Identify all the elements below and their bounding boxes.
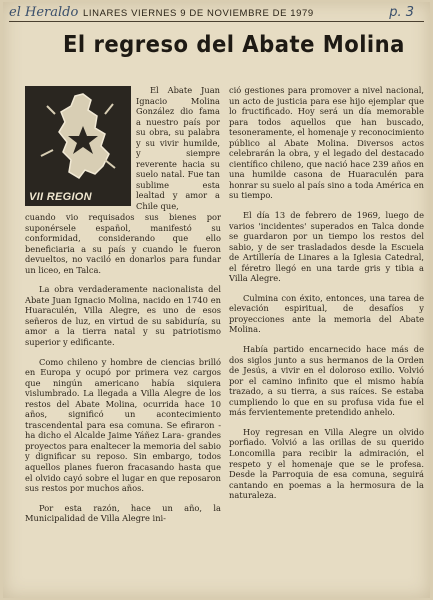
- article-paragraph: Culmina con éxito, entonces, una tarea de elevación espiritual, de desafíos y proyecciones ante la memoria del Abate Molina.: [229, 292, 424, 335]
- article-paragraph: Como chileno y hombre de ciencias brilló en Europa y ocupó por primera vez cargos que ningún americano había siquiera vislumbrado. La llegada a Villa Alegre de los restos del Abate Molina, ocurrida hace 10 años, significó un acontecimiento trascendental para esa comuna. Se efiraron -ha dicho el Alcalde Jaime Yáñez Lara- grandes proyectos para enaltecer la memoria del sabio y dignificar su reposo. Sin embargo, todos aquellos planes fueron fracasando hasta que el olvido cayó sobre el lugar en que reposaron sus restos por muchos años.: [25, 356, 221, 494]
- masthead-rule: [9, 21, 424, 22]
- headline: El regreso del Abate Molina: [63, 32, 405, 58]
- article-paragraph: La obra verdaderamente nacionalista del Abate Juan Ignacio Molina, nacido en 1740 en Huaraculén, Villa Alegre, es uno de esos señeros de luz, en virtud de su sabiduría, su amor a la tierra natal y su patriotismo superior y edificante.: [25, 284, 221, 348]
- dateline: LINARES VIERNES 9 DE NOVIEMBRE DE 1979: [83, 8, 314, 19]
- newspaper-clipping: [3, 2, 430, 598]
- article-column-narrow: [136, 85, 220, 212]
- article-paragraph: El día 13 de febrero de 1969, luego de varios 'incidentes' superados en Talca donde se guardaron por un tiempo los restos del sabio, y de ser trasladados desde la Escuela de Artillería de Linares a la Iglesia Catedral, el féretro llegó en una tarde gris y tibia a Villa Alegre.: [229, 210, 424, 284]
- article-paragraph: Por esta razón, hace un año, la Municipalidad de Villa Alegre ini-: [25, 502, 221, 524]
- article-paragraph: Había partido encarnecido hace más de dos siglos junto a sus hermanos de la Orden de Jesús, a vivir en el doloroso exilio. Volvió por el camino infinito que el mismo había trazado, a su tierra, a sus raíces. Se estaba cumpliendo lo que en su profusa vida fue el más fervientemente pretendido anhelo.: [229, 344, 424, 418]
- article-paragraph: Hoy regresan en Villa Alegre un olvido porfiado. Volvió a las orillas de su querido Loncomilla para recibir la admiración, el respeto y el homenaje que se le profesa. Desde la Parroquia de esa comuna, seguirá cantando en poemas a la hermosura de la naturaleza.: [229, 426, 424, 501]
- newspaper-name: el Heraldo: [9, 5, 79, 20]
- region-emblem: [25, 86, 131, 206]
- article-paragraph: ció gestiones para promover a nivel nacional, un acto de justicia para ese hijo ejemplar que lo fructificado. Hoy será un día memorable para todos aquellos que han buscado, tesoneramente, el homenaje y reconocimiento público al Abate Molina. Diversos actos celebrarán la obra, y el legado del destacado científico chileno, que nació hace 239 años en una humilde casona de Huaraculén para honrar su suelo al país sino a toda América en su tiempo.: [229, 85, 424, 201]
- star-map-emblem-icon: [25, 86, 131, 190]
- article-paragraph: cuando vio requisados sus bienes por suponérsele español, manifestó su conformidad, considerando que ello beneficiaria a su país y cuando le fueron devueltos, no vaciló en donarlos para fundar un liceo, en Talca.: [25, 212, 221, 275]
- article-column-right: [229, 85, 424, 501]
- emblem-caption: VII REGION: [29, 191, 92, 203]
- page-number: p. 3: [389, 5, 414, 20]
- article-paragraph: El Abate Juan Ignacio Molina González dio fama a nuestro país por su obra, su palabra y su vivir humilde, y siempre reverente hacia su suelo natal. Fue tan sublime esta lealtad y amor a Chile que,: [136, 85, 220, 212]
- article-column-left: [25, 212, 221, 524]
